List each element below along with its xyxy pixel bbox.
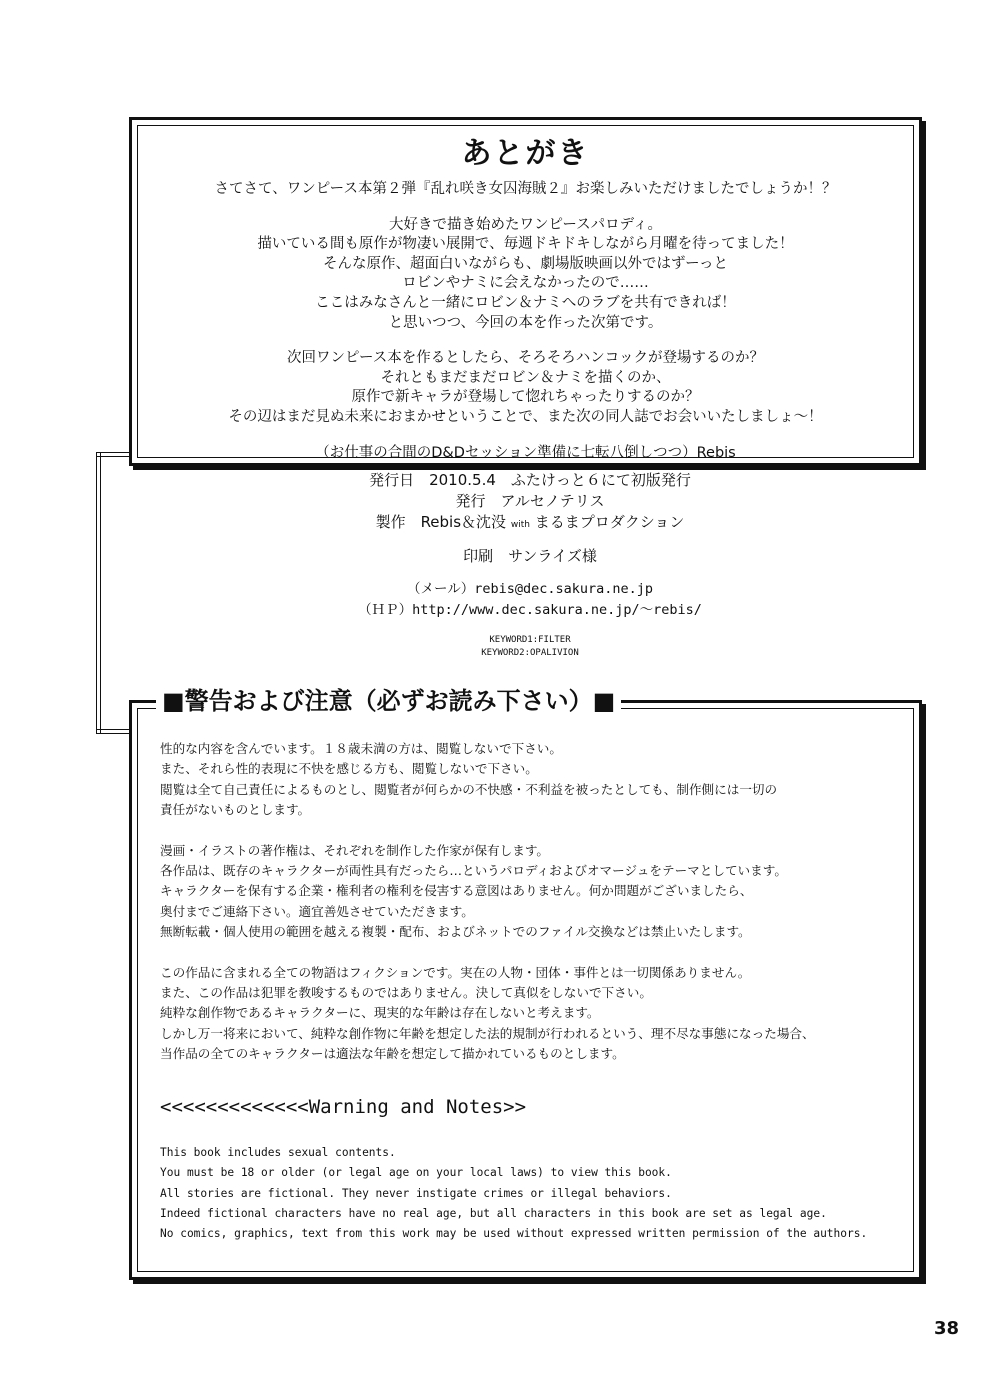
production-with: with <box>510 520 530 530</box>
warning-jp-line: キャラクターを保有する企業・権利者の権利を侵害する意図はありません。何か問題がございましたら、 <box>160 883 753 899</box>
warning-jp-line: 性的な内容を含んでいます。１８歳未満の方は、閲覧しないで下さい。 <box>160 741 562 756</box>
afterword-line: 次回ワンピース本を作るとしたら、そろそろハンコックが登場するのか？ <box>287 350 764 367</box>
colophon <box>300 470 760 660</box>
colophon-mail: （メール）rebis@dec.sakura.ne.jp <box>406 581 654 597</box>
colophon-homepage: （ＨＰ）http://www.dec.sakura.ne.jp/～rebis/ <box>358 602 702 618</box>
production-suffix: まるまプロダクション <box>534 513 685 531</box>
warning-jp-line: 無断転載・個人使用の範囲を越える複製・配布、およびネットでのファイル交換などは禁止いたします。 <box>160 924 751 940</box>
blank-line <box>132 333 919 349</box>
warning-title: ■警告および注意（必ずお読み下さい）■ <box>156 686 621 716</box>
blank-line <box>160 821 815 841</box>
warning-en-line: All stories are fictional. They never instigate crimes or illegal behaviors. <box>160 1186 672 1200</box>
colophon-printer: 印刷 サンライズ様 <box>463 547 597 565</box>
warning-box <box>129 687 922 1280</box>
afterword-line: 大好きで描き始めたワンピースパロディ。 <box>388 216 663 233</box>
blank-line <box>132 200 919 216</box>
afterword-line: （お仕事の合間のD&Dセッション準備に七転八倒しつつ）Rebis <box>315 444 736 461</box>
warning-en-line: Indeed fictional characters have no real age, but all characters in this book are set as legal age. <box>160 1206 827 1220</box>
warning-en-line: No comics, graphics, text from this work may be used without expressed written permission of the authors. <box>160 1227 868 1241</box>
warning-jp-line: 純粋な創作物であるキャラクターに、現実的な年齢は存在しないと考えます。 <box>160 1005 600 1021</box>
warning-jp-line: また、この作品は犯罪を教唆するものではありません。決して真似をしないで下さい。 <box>160 984 652 1000</box>
warning-jp-line: 責任がないものとします。 <box>160 802 311 818</box>
warning-jp-line: この作品に含まれる全ての物語はフィクションです。実在の人物・団体・事件とは一切関係ありません。 <box>160 964 751 980</box>
warning-english-heading: <<<<<<<<<<<<<Warning and Notes>> <box>160 1096 527 1118</box>
warning-jp-line: 当作品の全てのキャラクターは適法な年齢を想定して描かれているものとします。 <box>160 1046 625 1062</box>
production-prefix: 製作 Rebis＆沈没 <box>375 513 507 531</box>
afterword-line: それともまだまだロビン＆ナミを描くのか、 <box>380 369 671 386</box>
warning-english-text <box>160 1143 867 1244</box>
warning-en-line: This book includes sexual contents. <box>160 1146 396 1159</box>
frame-connector-vertical <box>96 452 101 734</box>
afterword-line: ここはみなさんと一緒にロビン＆ナミへのラブを共有できれば！ <box>315 294 736 311</box>
blank-line <box>160 943 815 963</box>
afterword-title: あとがき <box>461 136 590 171</box>
warning-jp-line: 奥付までご連絡下さい。適宜善処させていただきます。 <box>160 903 474 919</box>
warning-jp-line: 各作品は、既存のキャラクターが両性具有だったら…というパロディおよびオマージュをテーマとしています。 <box>160 862 787 878</box>
warning-en-line: You must be 18 or older (or legal age on your local laws) to view this book. <box>160 1166 672 1180</box>
afterword-line: さてさて、ワンピース本第２弾『乱れ咲き女囚海賊２』お楽しみいただけましたでしょうか！？ <box>214 181 837 197</box>
warning-jp-line: しかし万一将来において、純粋な創作物に年齢を想定した法的規制が行われるという、理不尽な事態になった場合、 <box>160 1025 815 1041</box>
colophon-publisher: 発行 アルセノテリス <box>455 492 605 510</box>
blank-line <box>132 428 919 444</box>
afterword-line: 描いている間も原作が物凄い展開で、毎週ドキドキしながら月曜を待ってました！ <box>257 236 794 253</box>
afterword-line: そんな原作、超面白いながらも、劇場版映画以外ではずーっと <box>323 255 728 272</box>
afterword-text <box>132 180 919 463</box>
warning-japanese-text <box>160 739 815 1064</box>
afterword-box <box>129 117 922 466</box>
afterword-line: と思いつつ、今回の本を作った次第です。 <box>388 314 663 331</box>
afterword-line: その辺はまだ見ぬ未来におまかせということで、また次の同人誌でお会いいたしましょ～！ <box>228 408 823 425</box>
colophon-keyword1: KEYWORD1:FILTER <box>489 635 571 645</box>
page-number: 38 <box>934 1318 960 1339</box>
frame-connector-bottom <box>96 729 132 734</box>
afterword-line: 原作で新キャラが登場して惚れちゃったりするのか？ <box>351 389 700 406</box>
colophon-date: 発行日 2010.5.4 ふたけっと６にて初版発行 <box>369 471 691 489</box>
warning-jp-line: 漫画・イラストの著作権は、それぞれを制作した作家が保有します。 <box>160 842 550 858</box>
colophon-production <box>300 512 760 533</box>
warning-jp-line: 閲覧は全て自己責任によるものとし、閲覧者が何らかの不快感・不利益を被ったとしても、制作側には一切の <box>160 781 778 797</box>
frame-connector-top <box>96 452 132 457</box>
colophon-keyword2: KEYWORD2:OPALIVION <box>481 648 579 658</box>
warning-jp-line: また、それら性的表現に不快を感じる方も、閲覧しないで下さい。 <box>160 761 538 777</box>
afterword-line: ロビンやナミに会えなかったので…… <box>402 275 649 292</box>
